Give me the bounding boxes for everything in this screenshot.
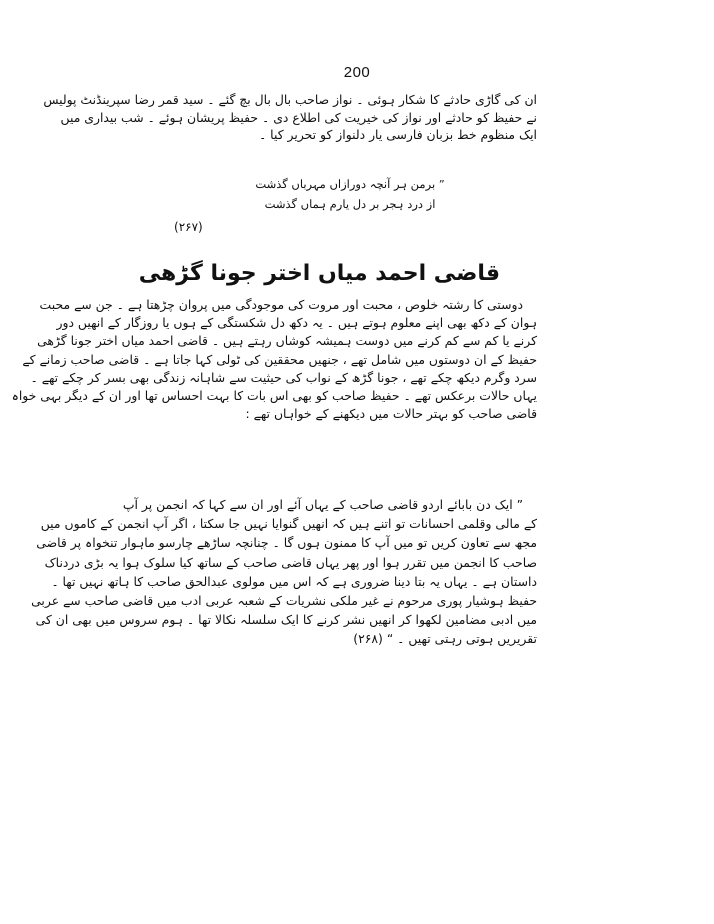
text-line: کے مالی وقلمی احسانات تو اتنے ہیں کہ انھیں گنوایا نہیں جا سکتا ، اگر آپ انجمن کے کاموں میں	[40, 516, 537, 532]
body-paragraph	[11, 296, 537, 423]
text-line: سرد وگرم دیکھ چکے تھے ، جونا گڑھ کے نواب کی حیثیت سے شاہانہ زندگی بھی بسر کر چکے تھے ۔	[30, 369, 537, 385]
quote-paragraph	[31, 495, 537, 649]
text-line: مجھ سے تعاون کریں تو میں آپ کا ممنون ہوں گا ۔ چنانچہ ساڑھے چارسو ماہوار تنخواہ پر قاضی	[36, 535, 537, 551]
verse-line-1: ” برمن ہر آنچہ دورازاں مہرباں گذشت	[255, 177, 445, 191]
section-heading: قاضی احمد میاں اختر جونا گڑھی	[138, 261, 500, 286]
text-line: یہاں حالات برعکس تھے ۔ حفیظ صاحب کو بھی اس بات کا بہت احساس تھا اور ان کے دیگر بہی خواہ	[11, 387, 537, 403]
text-line: قاضی صاحب کو بہتر حالات میں دیکھنے کے خواہاں تھے :	[245, 406, 537, 422]
text-line: حفیظ ہوشیار پوری مرحوم نے غیر ملکی نشریات کے شعبہ عربی ادب میں قاضی صاحب سے عربی	[31, 592, 537, 608]
text-line: حفیظ کے ان دوستوں میں شامل تھے ، جنھیں محققین کی ٹولی کہا جاتا ہے ۔ قاضی صاحب زمانے کے	[22, 351, 537, 367]
text-line: تقریریں ہوتی رہتی تھیں ۔ “ (۲۶۸)	[353, 631, 537, 647]
verse-line-2: از درد ہجر بر دل یارم ہماں گذشت	[264, 197, 436, 211]
text-line: دوستی کا رشتہ خلوص ، محبت اور مروت کی موجودگی میں پروان چڑھتا ہے ۔ جن سے محبت	[39, 297, 523, 312]
text-line: ” ایک دن بابائے اردو قاضی صاحب کے یہاں آئے اور ان سے کہا کہ انجمن پر آپ	[122, 497, 523, 512]
text-line: ایک منظوم خط بزبان فارسی یار دلنواز کو تحریر کیا ۔	[258, 127, 537, 143]
top-paragraph	[43, 91, 537, 144]
text-line: ہوان کے دکھ بھی اپنے معلوم ہوتے ہیں ۔ یہ دکھ دل شکستگی کے ہوں یا روزگار کے انھیں دور	[56, 315, 537, 331]
text-line: کرنے یا کم سے کم کرنے میں دوست ہمیشہ کوشاں رہتے ہیں ۔ قاضی احمد میاں اختر جونا گڑھی	[37, 333, 537, 349]
text-line: نے حفیظ کو حادثے اور نواز کی خیریت کی اطلاع دی ۔ حفیظ پریشان ہوئے ۔ شب بیداری میں	[60, 109, 537, 125]
page-number: 200	[343, 64, 371, 81]
text-line: میں ادبی مضامین لکھوا کر انھیں نشر کرنے کا ایک سلسلہ نکالا تھا ۔ ہوم سروس میں بھی ان کی	[35, 612, 537, 628]
reference-number: (۲۶۷)	[174, 220, 203, 234]
text-line: صاحب کا انجمن میں تقرر ہوا اور پھر یہاں قاضی صاحب کے ساتھ کیا سلوک ہوا یہ بڑی دردناک	[44, 554, 537, 570]
text-line: داستان ہے ۔ یہاں یہ بتا دینا ضروری ہے کہ اس میں مولوی عبدالحق صاحب کا ہاتھ نہیں تھا ۔	[51, 573, 537, 589]
text-line: ان کی گاڑی حادثے کا شکار ہوئی ۔ نواز صاحب بال بال بچ گئے ۔ سید قمر رضا سپرینڈنٹ پولیس	[43, 92, 537, 107]
